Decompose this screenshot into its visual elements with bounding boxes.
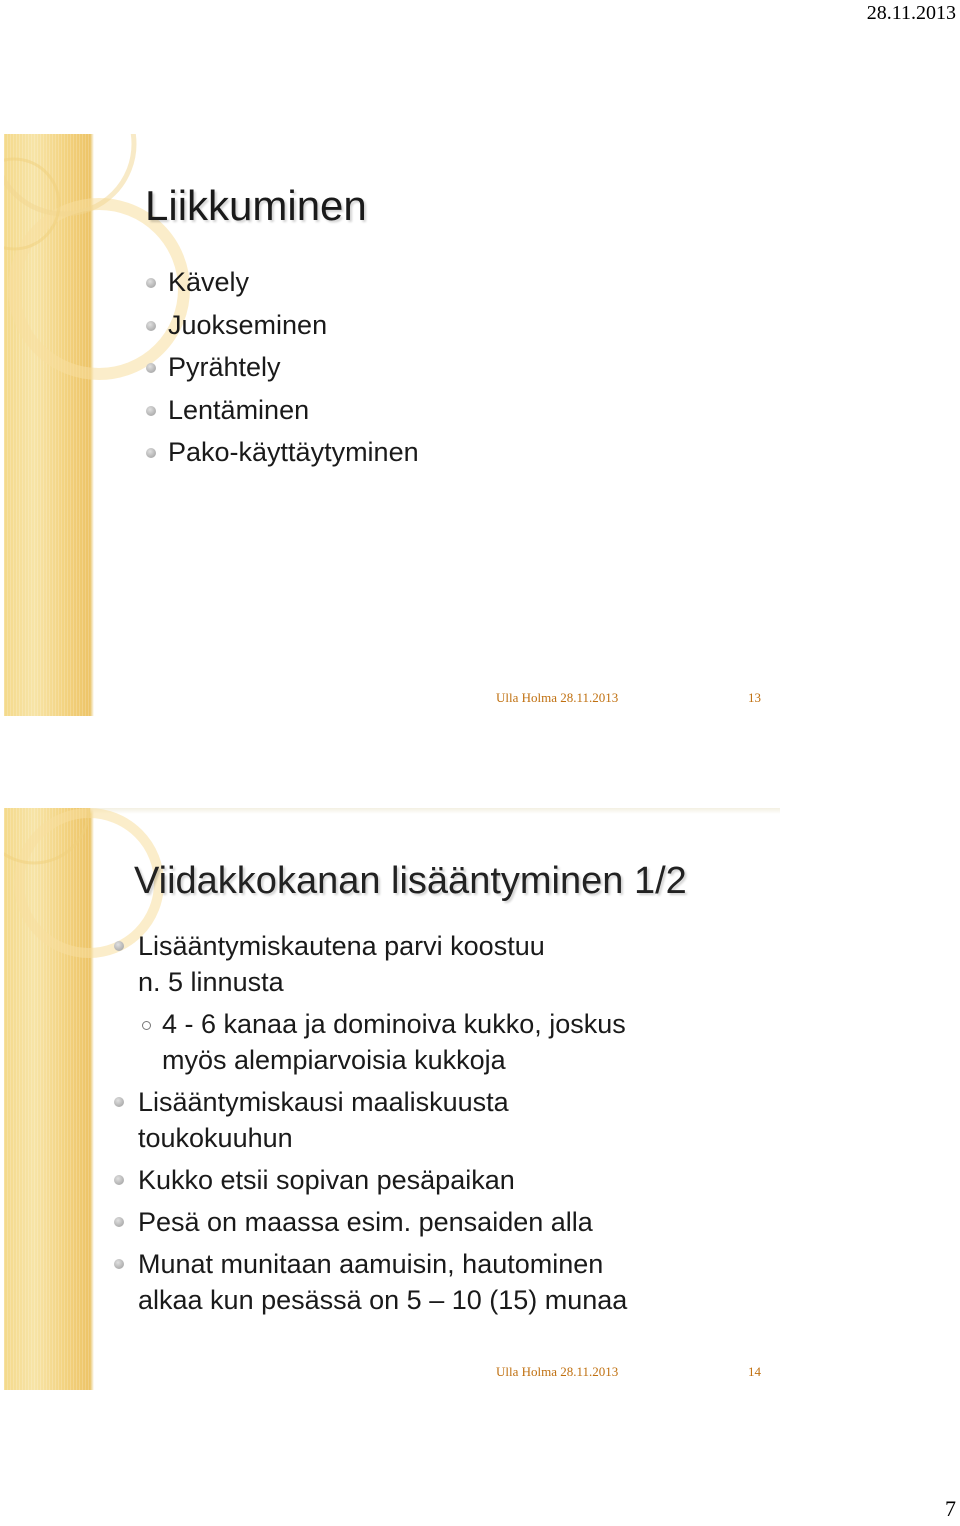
bullet-icon [146, 278, 156, 288]
bullet-icon [114, 1097, 124, 1107]
sub-list-item [112, 1006, 752, 1078]
slide-number: 14 [748, 1364, 761, 1379]
bullet-text-continued: myös alempiarvoisia kukkoja [162, 1045, 506, 1075]
bullet-text: Munat munitaan aamuisin, hautominen [138, 1249, 604, 1279]
slide-footer-author: Ulla Holma 28.11.2013 [496, 690, 619, 705]
bullet-text: Lisääntymiskausi maaliskuusta [138, 1087, 509, 1117]
bullet-text-continued: n. 5 linnusta [138, 967, 284, 997]
slide-13 [4, 134, 780, 716]
bullet-text: Pesä on maassa esim. pensaiden alla [138, 1207, 593, 1237]
bullet-icon [114, 1259, 124, 1269]
page-number: 7 [945, 1496, 956, 1521]
bullet-text: Kävely [168, 267, 250, 297]
bullet-icon [146, 406, 156, 416]
bullet-text-continued: toukokuuhun [138, 1123, 293, 1153]
slide-footer-author: Ulla Holma 28.11.2013 [496, 1364, 619, 1379]
bullet-icon [146, 363, 156, 373]
slide-title: Viidakkokanan lisääntyminen 1/2 [134, 860, 687, 902]
list-item [146, 436, 419, 479]
slide-number: 13 [748, 690, 761, 705]
bullet-icon [146, 321, 156, 331]
bullet-text: 4 - 6 kanaa ja dominoiva kukko, joskus [162, 1009, 626, 1039]
list-item [146, 394, 419, 437]
bullet-text: Kukko etsii sopivan pesäpaikan [138, 1165, 515, 1195]
list-item [146, 266, 419, 309]
sub-bullet-icon [142, 1021, 151, 1030]
bullet-icon [114, 941, 124, 951]
list-item [146, 351, 419, 394]
bullet-list [112, 928, 752, 1324]
list-item [112, 1084, 752, 1156]
list-item [112, 1246, 752, 1318]
page-date: 28.11.2013 [866, 2, 956, 24]
bullet-text: Pyrähtely [168, 352, 281, 382]
bullet-icon [114, 1175, 124, 1185]
bullet-icon [114, 1217, 124, 1227]
list-item [112, 928, 752, 1000]
bullet-icon [146, 448, 156, 458]
bullet-text: Lisääntymiskautena parvi koostuu [138, 931, 545, 961]
bullet-list [146, 266, 419, 479]
bullet-text: Juokseminen [168, 309, 328, 340]
list-item [146, 309, 419, 352]
slide-14 [4, 808, 780, 1390]
slide-title: Liikkuminen [145, 182, 367, 229]
bullet-text: Pako-käyttäytyminen [168, 437, 419, 467]
list-item [112, 1162, 752, 1198]
bullet-text-continued: alkaa kun pesässä on 5 – 10 (15) munaa [138, 1285, 628, 1315]
list-item [112, 1204, 752, 1240]
bullet-text: Lentäminen [168, 394, 310, 425]
